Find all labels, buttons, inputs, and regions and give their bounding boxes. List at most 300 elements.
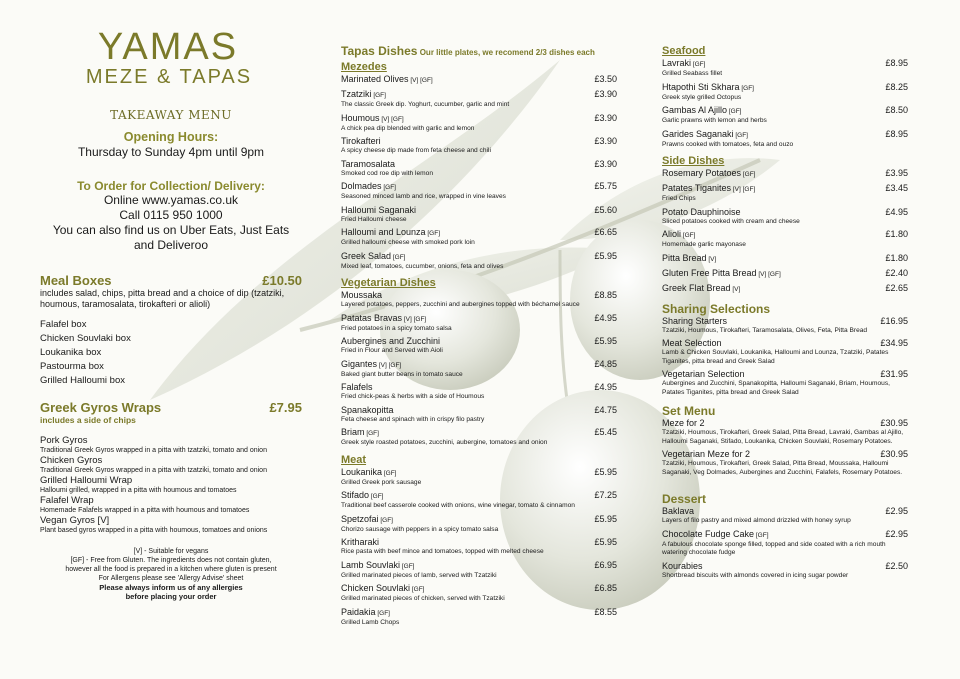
menu-item-title [662, 229, 695, 241]
menu-item-row [341, 427, 617, 439]
menu-item-name: Sharing Starters [662, 315, 728, 326]
menu-item [662, 129, 908, 153]
menu-item-row [341, 181, 617, 193]
gyros-item-desc: Homemade Falafels wrapped in a pitta with houmous and tomatoes [40, 507, 250, 514]
menu-item-row [662, 105, 908, 117]
menu-item-desc: Aubergines and Zucchini, Spanakopitta, Halloumi Saganaki, Briam, Houmous, Patates Tiganites, pitta bread and Greek Salad [662, 380, 890, 396]
menu-item-name: Patatas Bravas [341, 312, 403, 323]
seafood-list [662, 58, 908, 152]
menu-item-price: £8.50 [885, 105, 908, 115]
menu-item-desc: Grilled Greek pork sausage [341, 478, 422, 486]
menu-item-price: £8.55 [594, 606, 617, 617]
menu-item [341, 113, 617, 137]
menu-item-name: Gluten Free Pitta Bread [662, 267, 757, 278]
menu-item-name: Greek Flat Bread [662, 282, 731, 293]
gyros-list [40, 435, 302, 535]
menu-item [341, 405, 617, 428]
seafood-heading: Seafood [662, 45, 706, 57]
menu-item-desc: A spicy cheese dip made from feta cheese and chili [341, 147, 491, 154]
menu-item-price: £6.65 [594, 227, 617, 237]
menu-item-desc: Grilled Seabass fillet [662, 70, 723, 77]
menu-item-title [662, 253, 716, 265]
menu-item-title [341, 359, 401, 371]
menu-item-tag: [V] [GF] [379, 115, 404, 123]
opening-hours-text: Thursday to Sunday 4pm until 9pm [77, 145, 265, 159]
mezedes-list [341, 74, 617, 274]
menu-item-name: Vegetarian Selection [662, 369, 745, 379]
side-dishes-heading: Side Dishes [662, 155, 725, 167]
menu-item-price: £2.95 [885, 528, 908, 539]
menu-item-price: £3.50 [594, 74, 617, 84]
menu-item-desc: Rice pasta with beef mince and tomatoes, topped with melted cheese [341, 548, 544, 555]
menu-item-title [341, 136, 381, 147]
menu-item-name: Potato Dauphinoise [662, 206, 741, 217]
menu-item-row [662, 418, 908, 429]
menu-item-tag: [GF] [741, 171, 756, 178]
menu-item-row [662, 207, 908, 218]
menu-item-row [341, 74, 617, 86]
menu-item-price: £2.40 [885, 267, 908, 278]
menu-item-name: Pitta Bread [662, 252, 707, 263]
menu-item [662, 207, 908, 230]
menu-item-tag: [GF] [739, 84, 754, 92]
menu-item-tag: [V] [GF] [377, 361, 402, 369]
menu-item-row [662, 283, 908, 295]
menu-item-price: £2.65 [885, 282, 908, 293]
gyros-item-desc: Plant based gyros wrapped in a pitta with houmous, tomatoes and onions [40, 527, 268, 534]
menu-item-desc: Lamb & Chicken Souvlaki, Loukanika, Halloumi and Lounza, Tzatziki, Patates Tiganites, pitta bread and Greek Salad [662, 349, 889, 365]
menu-item-price: £30.95 [880, 418, 908, 428]
takeaway-heading: TAKEAWAY MENU [110, 108, 232, 122]
menu-item-price: £30.95 [880, 449, 908, 459]
gyros-item-desc: Halloumi grilled, wrapped in a pitta with houmous and tomatoes [40, 487, 237, 494]
vegetarian-list [341, 290, 617, 451]
allergy-notes [40, 547, 302, 601]
menu-item-name: Rosemary Potatoes [662, 168, 742, 178]
menu-item-row [662, 168, 908, 180]
meal-boxes-desc: includes salad, chips, pitta bread and a choice of dip (tzatziki, houmous, taramosalata, tirokafteri or alioli) [40, 288, 285, 309]
menu-item-row [341, 136, 617, 147]
gyros-item-name: Falafel Wrap [40, 495, 94, 506]
gyros-item-name: Grilled Halloumi Wrap [40, 475, 133, 486]
menu-item-tag: [GF] [391, 253, 406, 261]
menu-item [662, 82, 908, 106]
menu-item-row [662, 338, 908, 349]
menu-item-row [341, 290, 617, 301]
order-apps-cont: and Deliveroo [133, 238, 209, 252]
menu-item [341, 205, 617, 228]
menu-item [341, 89, 617, 113]
brand-logo-main: YAMAS [97, 26, 239, 68]
tapas-subtitle: Our little plates, we recomend 2/3 dishes each [417, 48, 595, 57]
menu-item-tag: [GF] [371, 92, 386, 99]
menu-item [341, 313, 617, 337]
menu-item [341, 427, 617, 451]
meal-box-item: Chicken Souvlaki box [40, 333, 131, 344]
menu-item-row [341, 382, 617, 393]
menu-item [662, 283, 908, 298]
menu-item-title [341, 560, 415, 572]
menu-item-name: Kourabies [662, 560, 703, 571]
menu-item-desc: The classic Greek dip. Yoghurt, cucumber, garlic and mint [341, 101, 510, 108]
menu-item [662, 529, 908, 561]
menu-item-name: Patates Tiganites [662, 183, 732, 193]
menu-item-price: £2.95 [885, 506, 908, 516]
menu-item [662, 338, 908, 369]
menu-item-name: Baklava [662, 506, 695, 516]
menu-item-tag: [V] [706, 255, 717, 263]
menu-item [341, 159, 617, 182]
menu-item-price: £31.95 [880, 369, 908, 379]
menu-item-desc: Baked giant butter beans in tomato sauce [341, 370, 463, 378]
menu-item-desc: Homemade garlic mayonase [662, 241, 746, 248]
note-line: For Allergens please see 'Allergy Advise' sheet [98, 575, 244, 582]
menu-item [662, 268, 908, 283]
menu-item-row [662, 561, 908, 572]
menu-item [662, 253, 908, 268]
note-strong: Please always inform us of any allergies [99, 583, 243, 592]
menu-item-tag: [GF] [754, 531, 769, 539]
menu-item-name: Lavraki [662, 58, 692, 68]
menu-item-price: £3.95 [885, 168, 908, 178]
menu-item-desc: Feta cheese and spinach with in crispy filo pastry [341, 415, 485, 423]
menu-item-name: Paidakia [341, 606, 376, 617]
menu-item-row [662, 229, 908, 241]
menu-item-row [662, 82, 908, 94]
menu-item-row [341, 490, 617, 502]
opening-hours-title: Opening Hours: [123, 130, 219, 144]
menu-item-title [662, 449, 750, 460]
menu-item-desc: A fabulous chocolate sponge filled, topped and side coated with a rich mouth watering chocolate fudge [662, 540, 886, 556]
menu-item-desc: Greek style grilled Octopus [662, 93, 742, 101]
menu-item-price: £4.85 [594, 358, 617, 369]
menu-item-price: £8.95 [885, 128, 908, 139]
menu-item-tag: [GF] [364, 430, 379, 437]
menu-item [662, 168, 908, 183]
menu-item-name: Chicken Souvlaki [341, 583, 411, 593]
menu-item-price: £5.75 [594, 181, 617, 191]
vegetarian-heading: Vegetarian Dishes [341, 277, 436, 289]
menu-item [662, 58, 908, 82]
menu-item [341, 74, 617, 89]
menu-item [662, 229, 908, 253]
menu-item-price: £1.80 [885, 229, 908, 239]
menu-item-row [662, 529, 908, 541]
menu-item-desc: Layers of filo pastry and mixed almond drizzled with honey syrup [662, 517, 851, 524]
menu-item-row [662, 268, 908, 280]
menu-item-desc: Layered potatoes, peppers, zucchini and aubergines topped with béchamel sauce [341, 301, 580, 308]
menu-item-title [662, 369, 745, 380]
menu-item [341, 336, 617, 359]
menu-item-name: Htapothi Sti Skhara [662, 81, 740, 92]
meal-box-item: Grilled Halloumi box [40, 375, 126, 386]
menu-item-name: Greek Salad [341, 250, 392, 261]
menu-item-title [662, 561, 703, 572]
menu-item-row [341, 537, 617, 548]
menu-item-desc: Tzatziki, Houmous, Tirokafteri, Greek Salad, Pitta Bread, Moussaka, Halloumi Saganaki, Veg Dolmades, Aubergines and Zucchini, Falafels, Rosemary Potatoes. [662, 460, 903, 476]
menu-item [341, 467, 617, 491]
menu-item-title [662, 105, 741, 117]
menu-item-title [662, 283, 740, 295]
menu-item-title [662, 316, 727, 327]
menu-item-row [662, 58, 908, 70]
note-line: however all the food is prepared in a kitchen where gluten is present [65, 566, 277, 573]
menu-item-name: Gambas Al Ajillo [662, 105, 728, 115]
menu-item-title [662, 58, 705, 70]
meal-box-item: Loukanika box [40, 347, 102, 358]
meal-boxes-price: £10.50 [262, 273, 302, 288]
gyros-sub: includes a side of chips [40, 415, 136, 425]
menu-item-row [341, 583, 617, 595]
menu-item-desc: Greek style roasted potatoes, zucchini, aubergine, tomatoes and onion [341, 439, 548, 446]
menu-item-row [341, 560, 617, 572]
menu-item-desc: Shortbread biscuits with almonds covered in icing sugar powder [662, 571, 849, 579]
gyros-item-desc: Traditional Greek Gyros wrapped in a pitta with tzatziki, tomato and onion [40, 447, 267, 454]
menu-item-name: Halloumi Saganaki [341, 204, 417, 215]
gyros-price: £7.95 [269, 400, 302, 415]
menu-item-title [341, 427, 379, 439]
set-menu-heading: Set Menu [662, 404, 716, 418]
menu-item-tag: [GF] [727, 108, 742, 115]
menu-item-price: £4.75 [594, 404, 617, 415]
menu-item-price: £5.45 [594, 427, 617, 437]
dessert-list [662, 506, 908, 583]
menu-item-name: Chocolate Fudge Cake [662, 528, 755, 539]
menu-item-desc: Fried Chips [662, 195, 696, 202]
gyros-item-desc: Traditional Greek Gyros wrapped in a pitta with tzatziki, tomato and onion [40, 467, 267, 474]
menu-item-price: £5.95 [594, 466, 617, 477]
menu-item [662, 183, 908, 207]
meal-boxes-title: Meal Boxes [40, 273, 112, 288]
menu-item [662, 561, 908, 584]
order-phone: Call 0115 950 1000 [119, 208, 223, 222]
menu-item-title [341, 159, 395, 170]
menu-item-desc: Fried potatoes in a spicy tomato salsa [341, 324, 452, 332]
order-title: To Order for Collection/ Delivery: [77, 179, 265, 193]
menu-item-row [341, 467, 617, 479]
menu-item-tag: [GF] [381, 184, 396, 191]
menu-item-title [341, 467, 397, 479]
menu-item-desc: Prawns cooked with tomatoes, feta and ouzo [662, 140, 794, 148]
menu-item [341, 136, 617, 159]
menu-item-price: £3.45 [885, 183, 908, 193]
menu-item-title [341, 537, 379, 548]
menu-item-title [341, 405, 394, 416]
menu-item-title [662, 529, 769, 541]
menu-item-price: £5.95 [594, 537, 617, 547]
menu-item [662, 369, 908, 400]
menu-item-title [341, 336, 440, 347]
menu-item-title [662, 506, 694, 517]
menu-item-tag: [V] [GF] [731, 186, 756, 193]
menu-item-name: Kritharaki [341, 537, 380, 547]
menu-item-name: Loukanika [341, 466, 383, 477]
menu-item-desc: Tzatziki, Houmous, Tirokafteri, Greek Salad, Pitta Bread, Lavraki, Gambas al Ajillo, Halloumi Saganaki, Stifado, Loukanika, Chicken Souvlaki, Rosemary Potatoes. [662, 429, 904, 445]
tapas-title: Tapas Dishes [341, 44, 418, 58]
meal-boxes-heading [40, 273, 302, 288]
menu-item-row [662, 449, 908, 460]
note-line: [GF] - Free from Gluten. The ingredients does not contain gluten, [70, 557, 272, 564]
menu-item-row [341, 205, 617, 216]
menu-item-name: Gigantes [341, 358, 378, 369]
menu-item-tag: [V] [GF] [756, 270, 781, 278]
menu-item-price: £1.80 [885, 252, 908, 263]
menu-item [662, 449, 908, 480]
menu-item-title [341, 514, 393, 526]
right-column [662, 44, 908, 583]
menu-item-title [662, 168, 756, 180]
menu-item-name: Meat Selection [662, 338, 722, 348]
sharing-list [662, 316, 908, 401]
menu-item-price: £8.85 [594, 290, 617, 300]
menu-item-tag: [GF] [382, 469, 397, 477]
sharing-heading: Sharing Selections [662, 301, 771, 316]
menu-item [341, 583, 617, 607]
menu-item-name: Vegetarian Meze for 2 [662, 449, 751, 459]
menu-item-title [662, 418, 705, 429]
menu-item-desc: Fried Halloumi cheese [341, 215, 407, 223]
menu-item-title [341, 583, 425, 595]
menu-item-name: Taramosalata [341, 158, 396, 169]
menu-item-name: Garides Saganaki [662, 128, 734, 139]
menu-item-tag: [GF] [691, 61, 706, 68]
menu-item-name: Briam [341, 427, 365, 437]
menu-item [341, 537, 617, 560]
meal-box-item: Pastourma box [40, 361, 104, 372]
menu-item-desc: Fried chick-peas & herbs with a side of Houmous [341, 393, 485, 400]
menu-item-tag: [GF] [681, 232, 696, 239]
order-apps: You can also find us on Uber Eats, Just Eats [52, 223, 290, 237]
left-column [40, 28, 302, 601]
menu-item-price: £3.90 [594, 112, 617, 123]
menu-item-name: Tzatziki [341, 89, 372, 99]
gyros-item-name: Chicken Gyros [40, 455, 103, 466]
menu-item-price: £5.95 [594, 336, 617, 346]
menu-item-row [341, 89, 617, 101]
menu-item-name: Stifado [341, 490, 370, 500]
menu-item-row [341, 359, 617, 371]
menu-item-desc: Grilled halloumi cheese with smoked pork loin [341, 239, 475, 246]
menu-item-tag: [GF] [369, 493, 384, 500]
menu-item-desc: Sliced potatoes cooked with cream and cheese [662, 217, 800, 225]
menu-item-price: £4.95 [594, 382, 617, 392]
menu-item-title [662, 183, 755, 195]
menu-item-name: Spanakopitta [341, 404, 394, 415]
menu-item-tag: [V] [GF] [402, 315, 427, 323]
menu-item [341, 290, 617, 313]
menu-item-title [662, 82, 754, 94]
menu-item [341, 251, 617, 275]
menu-item-row [341, 113, 617, 125]
menu-item-tag: [GF] [733, 131, 748, 139]
set-menu-list [662, 418, 908, 480]
menu-item-price: £8.95 [885, 58, 908, 68]
side-dishes-list [662, 168, 908, 298]
menu-item-price: £4.95 [594, 312, 617, 323]
menu-item [662, 506, 908, 529]
menu-item [341, 560, 617, 584]
menu-item [341, 359, 617, 383]
menu-item-desc: Mixed leaf, tomatoes, cucumber, onions, feta and olives [341, 262, 504, 270]
gyros-heading [40, 400, 302, 415]
menu-item-desc: A chick pea dip blended with garlic and lemon [341, 124, 475, 132]
gyros-item-name: Vegan Gyros [V] [40, 515, 110, 526]
menu-item [341, 382, 617, 405]
menu-item-desc: Fried in Flour and Served with Aioli [341, 347, 443, 354]
menu-item-desc: Tzatziki, Houmous, Tirokafteri, Taramosalata, Olives, Feta, Pitta Bread [662, 326, 868, 334]
menu-item-tag: [GF] [410, 586, 425, 593]
menu-item-row [341, 405, 617, 416]
menu-item-name: Moussaka [341, 290, 383, 300]
menu-item-row [662, 183, 908, 195]
menu-item-row [662, 506, 908, 517]
menu-item-price: £4.95 [885, 206, 908, 217]
menu-item-desc: Garlic prawns with lemon and herbs [662, 117, 767, 124]
menu-item-title [341, 227, 440, 239]
menu-item-price: £3.90 [594, 89, 617, 99]
menu-item-row [662, 129, 908, 141]
menu-item [341, 607, 617, 631]
menu-item-name: Tirokafteri [341, 136, 381, 146]
menu-item-price: £8.25 [885, 81, 908, 92]
menu-item-tag: [GF] [425, 230, 441, 237]
menu-item-name: Marinated Olives [341, 74, 409, 84]
menu-item-title [341, 290, 382, 301]
menu-item-desc: Chorizo sausage with peppers in a spicy tomato salsa [341, 525, 499, 533]
menu-item-desc: Traditional beef casserole cooked with onions, wine vinegar, tomato & cinnamon [341, 502, 575, 509]
menu-item-name: Falafels [341, 382, 373, 392]
gyros-title: Greek Gyros Wraps [40, 400, 162, 415]
menu-item-title [341, 490, 383, 502]
menu-item-title [341, 251, 405, 263]
menu-item-name: Alioli [662, 229, 682, 239]
menu-item-desc: Smoked cod roe dip with lemon [341, 169, 433, 177]
menu-item-title [662, 268, 781, 280]
menu-item-title [341, 205, 416, 216]
menu-item-tag: [GF] [378, 516, 393, 524]
menu-item [662, 105, 908, 129]
menu-item-row [341, 159, 617, 170]
middle-column [341, 44, 617, 630]
menu-item-price: £3.90 [594, 158, 617, 169]
menu-item-row [341, 251, 617, 263]
meat-list [341, 467, 617, 631]
menu-item-desc: Grilled marinated pieces of lamb, served with Tzatziki [341, 571, 497, 579]
menu-item [341, 181, 617, 205]
menu-item-name: Dolmades [341, 181, 382, 191]
note-line: [V] - Suitable for vegans [133, 548, 209, 555]
menu-item-title [341, 181, 396, 193]
menu-item [341, 490, 617, 514]
menu-item-row [341, 336, 617, 347]
tapas-heading [341, 44, 617, 60]
menu-item-title [341, 313, 426, 325]
menu-item-tag: [GF] [400, 562, 415, 570]
menu-item-price: £16.95 [880, 315, 908, 326]
menu-item-row [341, 227, 617, 239]
menu-item-price: £5.95 [594, 513, 617, 524]
menu-item [341, 514, 617, 538]
menu-item-title [341, 382, 373, 393]
menu-item-row [341, 514, 617, 526]
menu-item-tag: [V] [730, 285, 741, 293]
menu-item-title [662, 207, 741, 218]
menu-item-row [662, 253, 908, 265]
mezedes-heading: Mezedes [341, 61, 387, 73]
menu-item-row [341, 313, 617, 325]
menu-item-title [662, 129, 748, 141]
menu-item-name: Halloumi and Lounza [341, 227, 426, 237]
